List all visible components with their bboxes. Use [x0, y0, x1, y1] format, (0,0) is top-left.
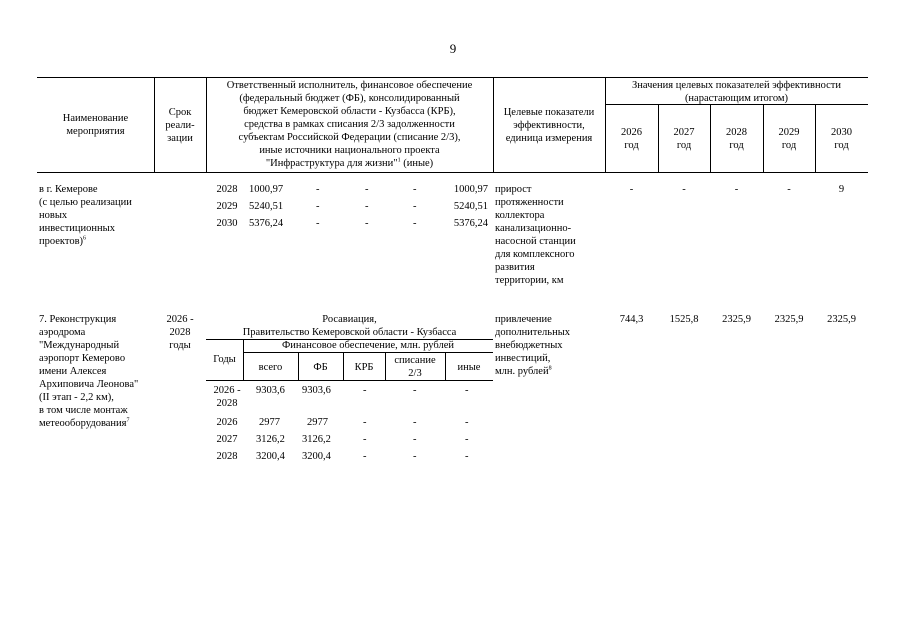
header-year: 2029 год [778, 127, 800, 151]
row2-sub-col: иные [457, 362, 481, 373]
row2-fin-label: Финансовое обеспечение, млн. рублей [282, 340, 454, 351]
header-values: Значения целевых показателей эффективности (нарастающим итогом) [631, 80, 841, 104]
row1-total: 5376,24 [249, 218, 284, 229]
row1-total: 5240,51 [249, 201, 284, 212]
header-year: 2028 год [726, 127, 747, 151]
row2-krb: - [363, 434, 367, 445]
row2-value: 744,3 [619, 314, 644, 325]
row2-sub-col: всего [258, 362, 283, 373]
row2-krb: - [363, 451, 367, 462]
header-funding: Ответственный исполнитель, финансовое обеспечение (федеральный бюджет (ФБ), консолидированный бюджет Кемеровской области - Кузбасса (КРБ), средства в рамках списания 2/3 задолженности субъектам Российской Федерации (списание 2/3), иные источники национального проекта "Инфраструктура для жизни"$^1$ (иные) [226, 80, 473, 169]
row2-indicator: привлечение дополнительных внебюджетных инвестиций, млн. рублей$^8$ [495, 314, 571, 377]
row1-krb: - [365, 201, 369, 212]
row1-krb: - [365, 218, 369, 229]
row2-year: 2026 - 2028 [213, 385, 241, 409]
row1-value: - [629, 184, 634, 195]
row1-fb: - [316, 201, 320, 212]
header-year: 2027 год [673, 127, 695, 151]
row2-value: 2325,9 [827, 314, 856, 325]
row2-sub-col: списание 2/3 [394, 355, 436, 379]
row1-name: в г. Кемерове (с целью реализации новых инвестиционных проектов)$^6$ [39, 184, 132, 247]
row2-total: 2977 [259, 417, 280, 428]
row2-executor: Росавиация, Правительство Кемеровской области - Кузбасса [242, 314, 457, 338]
row1-write-off: - [413, 201, 417, 212]
row2-fb: 9303,6 [302, 385, 331, 396]
row2-fb: 3126,2 [302, 434, 331, 445]
row2-other: - [465, 385, 469, 396]
row1-fb: - [316, 218, 320, 229]
header-indicator: Целевые показатели эффективности, единица измерения [503, 107, 595, 144]
row1-indicator: прирост протяженности коллектора канализационно- насосной станции для комплексного развития территории, км [495, 184, 576, 286]
row1-other: 1000,97 [453, 184, 488, 195]
row1-other: 5240,51 [453, 201, 488, 212]
row1-value: 9 [838, 184, 845, 195]
header-year: 2030 год [831, 127, 852, 151]
row1-total: 1000,97 [249, 184, 284, 195]
row1-value: - [682, 184, 686, 195]
row1-year: 2028 [216, 184, 238, 195]
row2-name: 7. Реконструкция аэродрома "Международный аэропорт Кемерово имени Алексея Архиповича Леонова" (II этап - 2,2 км), в том числе монтаж метеооборудования$^7$ [39, 314, 139, 429]
row2-fb: 3200,4 [302, 451, 331, 462]
row2-year: 2028 [216, 451, 238, 462]
row2-write-off: - [413, 385, 417, 396]
page-number: 9 [449, 41, 457, 56]
row2-sub-col: ФБ [313, 362, 328, 373]
row2-year: 2026 [216, 417, 238, 428]
row2-write-off: - [413, 417, 417, 428]
row1-value: - [787, 184, 791, 195]
header-bottom-rule [37, 172, 868, 173]
header-name: Наименование мероприятия [62, 113, 129, 137]
subtable-sub-rule [243, 352, 493, 353]
row2-fb: 2977 [307, 417, 328, 428]
row1-year: 2029 [216, 201, 238, 212]
subtable-header-bottom-rule [206, 380, 493, 381]
row1-write-off: - [413, 184, 417, 195]
row2-value: 2325,9 [722, 314, 751, 325]
row2-term: 2026 - 2028 годы [166, 314, 194, 351]
row2-value: 1525,8 [669, 314, 699, 325]
row2-other: - [465, 417, 469, 428]
row1-fb: - [316, 184, 320, 195]
row2-sub-years: Годы [213, 354, 236, 365]
row2-value: 2325,9 [774, 314, 804, 325]
row2-write-off: - [413, 451, 417, 462]
table-top-rule [37, 77, 868, 78]
row2-sub-col: КРБ [354, 362, 374, 373]
row1-write-off: - [413, 218, 417, 229]
row1-value: - [734, 184, 739, 195]
row2-krb: - [363, 417, 367, 428]
row2-total: 9303,6 [256, 385, 285, 396]
row1-year: 2030 [216, 218, 238, 229]
row2-total: 3200,4 [256, 451, 285, 462]
row2-total: 3126,2 [256, 434, 285, 445]
row2-year: 2027 [216, 434, 238, 445]
row1-krb: - [365, 184, 369, 195]
row2-other: - [465, 434, 469, 445]
row2-write-off: - [413, 434, 417, 445]
header-year: 2026 год [621, 127, 642, 151]
row2-other: - [465, 451, 469, 462]
row1-other: 5376,24 [453, 218, 488, 229]
row2-krb: - [363, 385, 367, 396]
header-term: Срок реали- зации [165, 107, 195, 144]
